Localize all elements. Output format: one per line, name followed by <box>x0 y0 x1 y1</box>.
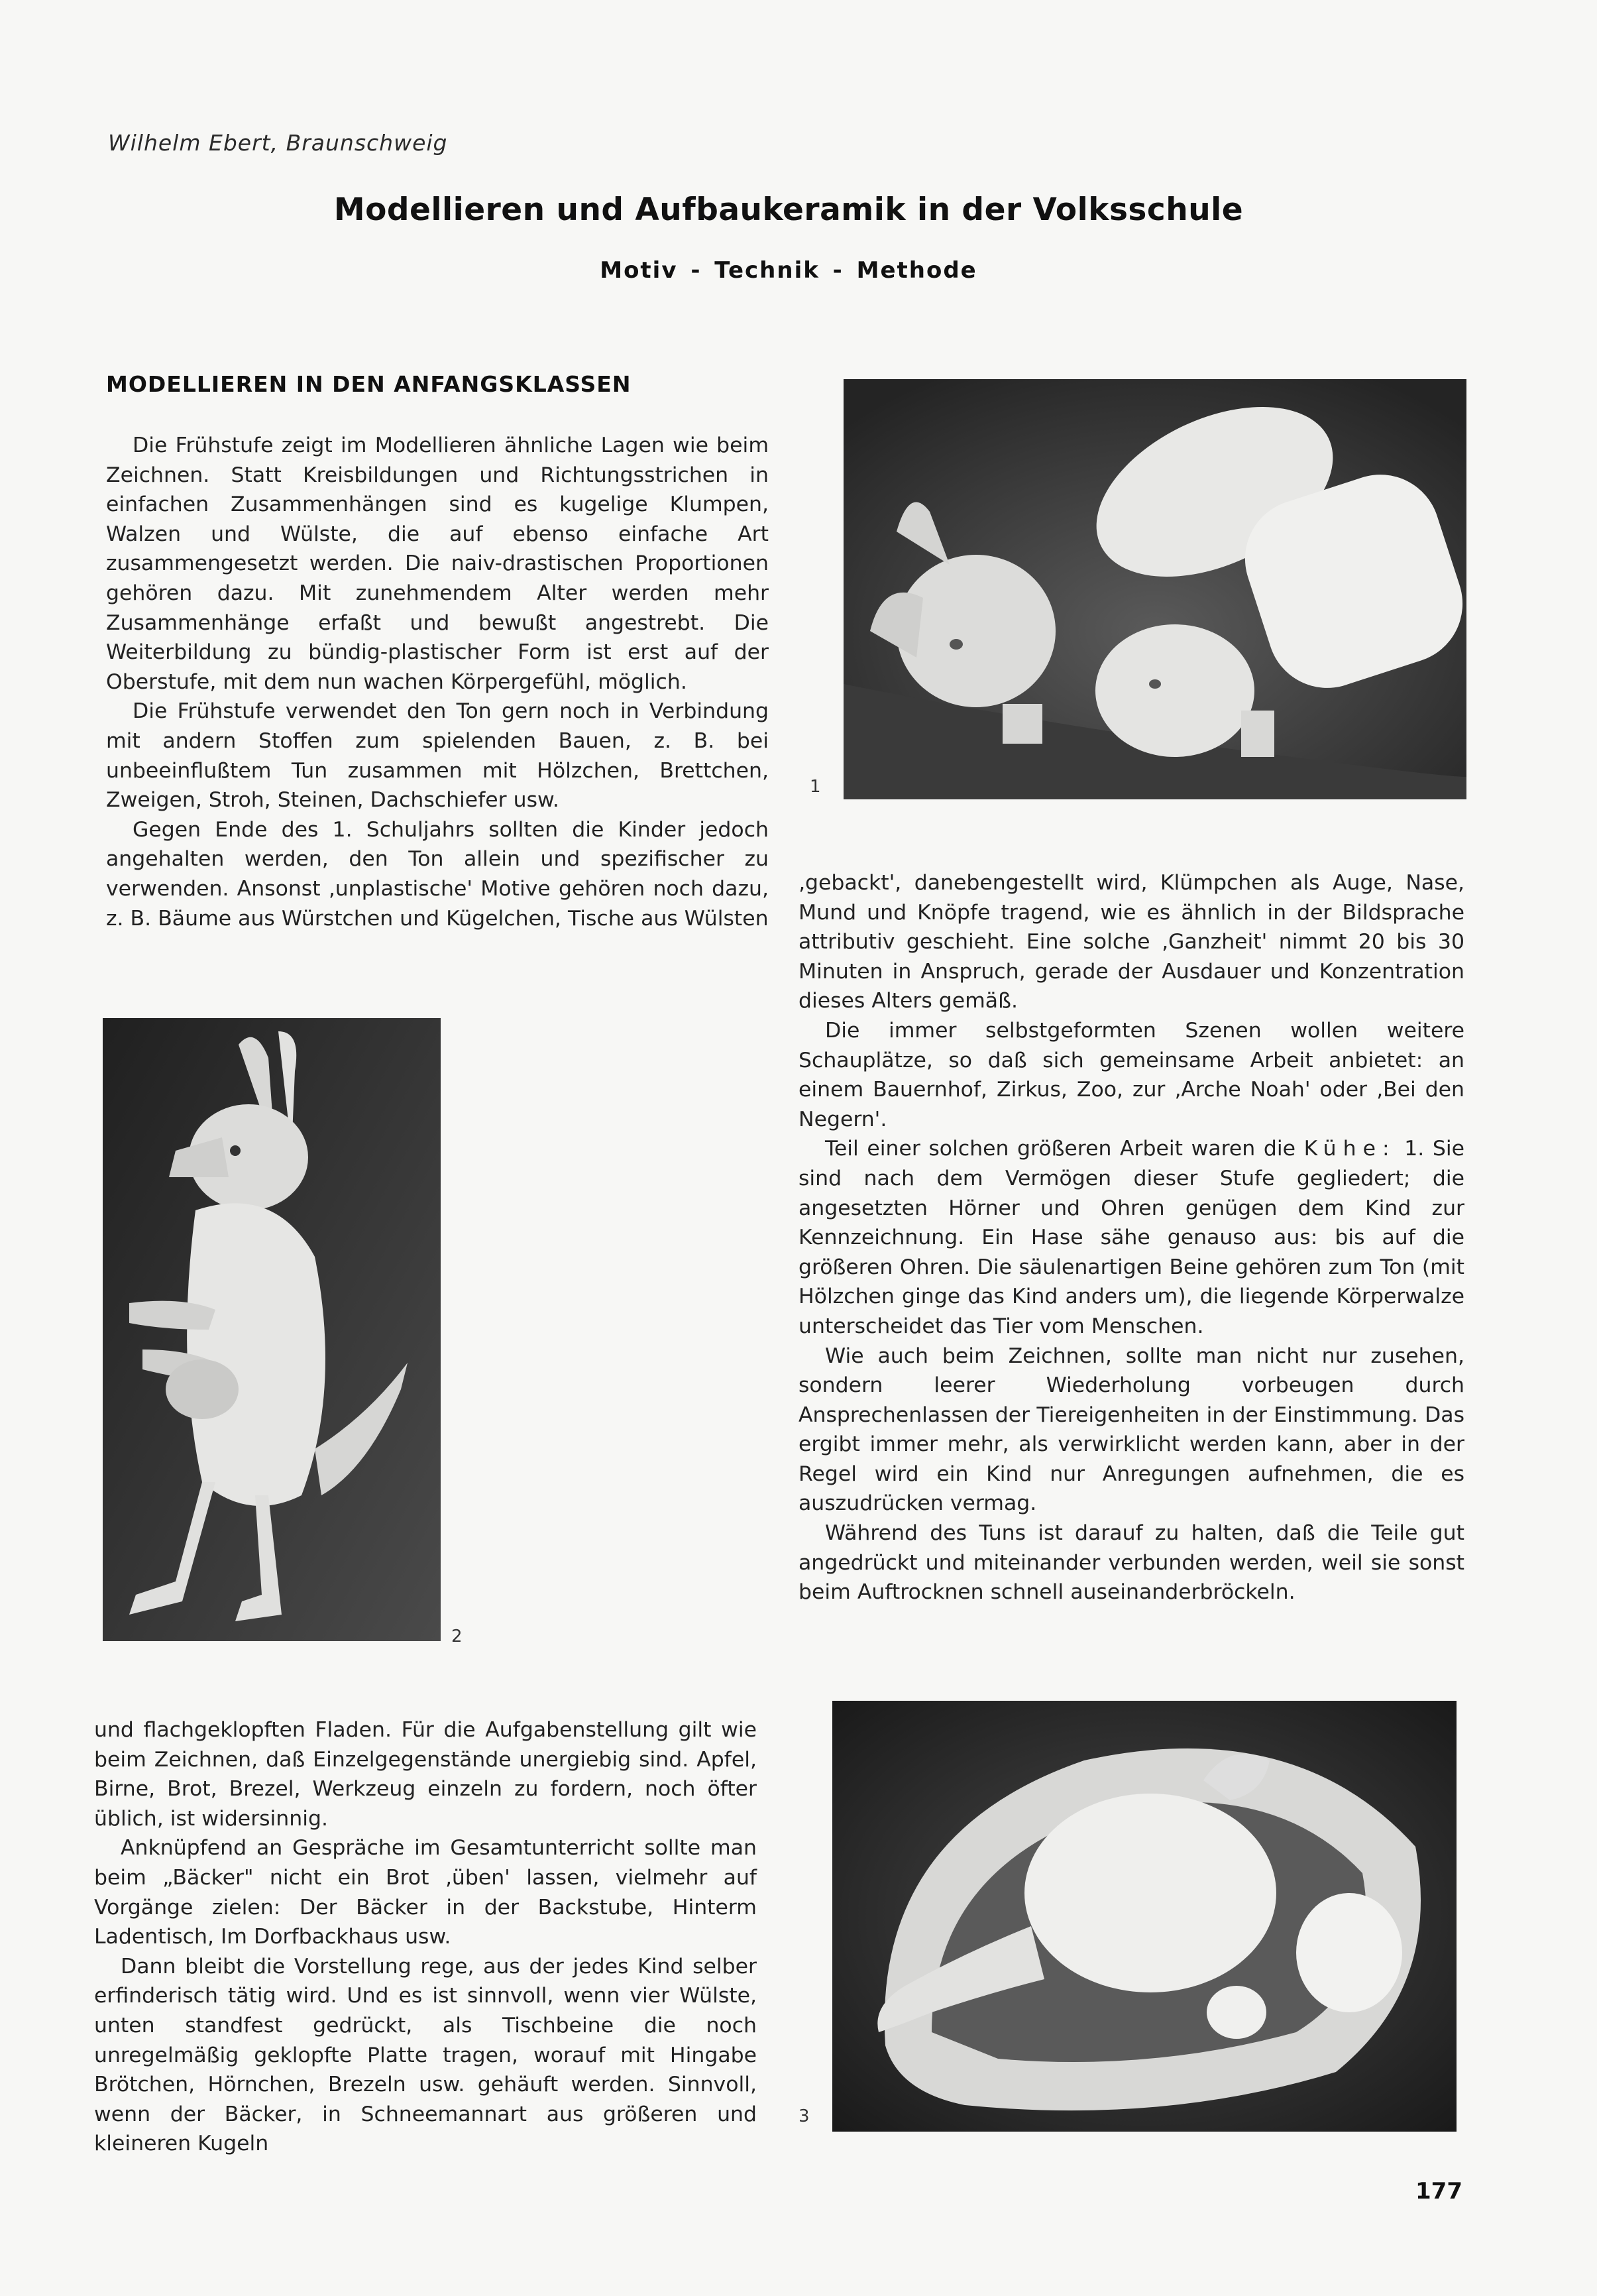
paragraph: Während des Tuns ist darauf zu halten, daß die Teile gut angedrückt und miteinander verbunden werden, weil sie sonst beim Auftrocknen schnell auseinanderbröckeln. <box>798 1521 1464 1605</box>
figure-number-2: 2 <box>451 1627 463 1646</box>
section-heading: MODELLIEREN IN DEN ANFANGSKLASSEN <box>106 371 632 397</box>
photo-clay-lying-animal <box>832 1701 1457 2132</box>
paragraph: Die immer selbstgeformten Szenen wollen weitere Schauplätze, so daß sich gemeinsame Arbeit anbietet: an einem Bauernhof, Zirkus, Zoo, zur ‚Arche Noah' oder ‚Bei den Negern'. <box>798 1018 1464 1131</box>
paragraph: Die Frühstufe verwendet den Ton gern noch in Verbindung mit andern Stoffen zum spielenden Bauen, z. B. bei unbeeinflußtem Tun zusammen mit Hölzchen, Brettchen, Zweigen, Stroh, Steinen, Dachschiefer usw. <box>106 699 769 813</box>
paragraph: Anknüpfend an Gespräche im Gesamtunterricht sollte man beim „Bäcker" nicht ein Brot ‚üben' lassen, vielmehr auf Vorgänge zielen: Der Bäcker in der Backstube, Hinterm Ladentisch, Im Dorfbackhaus usw. <box>94 1836 757 1949</box>
paragraph: und flachgeklopften Fladen. Für die Aufgabenstellung gilt wie beim Zeichnen, daß Einzelgegenstände unergiebig sind. Apfel, Birne, Brot, Brezel, Werkzeug einzeln zu fordern, noch öfter üblich, ist widersinnig. <box>94 1718 757 1831</box>
paragraph: Die Frühstufe zeigt im Modellieren ähnliche Lagen wie beim Zeichnen. Statt Kreisbildungen und Richtungsstrichen in einfachen Zusammenhängen sind es kugelige Klumpen, Walzen und Wülste, die auf ebenso einfache Art zusammengesetzt werden. Die naiv-drastischen Proportionen gehören dazu. Mit zunehmendem Alter werden mehr Zusammenhänge erfaßt und bewußt angestrebt. Die Weiterbildung zu bündig-plastischer Form ist erst auf der Oberstufe, mit dem nun wachen Körpergefühl, möglich. <box>106 433 769 694</box>
text-column-right <box>798 868 1464 1607</box>
article-title: Modellieren und Aufbaukeramik in der Volksschule <box>333 192 1244 228</box>
emphasis-text: Kühe: <box>1303 1137 1396 1161</box>
paragraph: Wie auch beim Zeichnen, sollte man nicht nur zusehen, sondern leerer Wiederholung vorbeugen durch Ansprechenlassen der Tiereigenheiten in der Einstimmung. Das ergibt immer mehr, als verwirklicht werden kann, aber in der Regel wird ein Kind nur Anregungen aufnehmen, die es auszudrücken vermag. <box>798 1344 1464 1516</box>
text-span: 1. Sie sind nach dem Vermögen dieser Stufe gegliedert; die angesetzten Hörner und Ohren genügen dem Kind zur Kennzeichnung. Ein Hase sähe genauso aus: bis auf die größeren Ohren. Die säulenartigen Beine gehören zum Ton (mit Hölzchen ginge das Kind anders um), die liegende Körperwalze unterscheidet das Tier vom Menschen. <box>798 1137 1464 1338</box>
text-column-left-bottom <box>94 1715 757 2159</box>
paragraph: Gegen Ende des 1. Schuljahrs sollten die Kinder jedoch angehalten werden, den Ton allein und spezifischer zu verwenden. Ansonst ‚unplastische' Motive gehören noch dazu, z. B. Bäume aus Würstchen und Kügelchen, Tische aus Wülsten <box>106 817 769 931</box>
text-span: Teil einer solchen größeren Arbeit waren die <box>825 1137 1295 1161</box>
text-column-left-top <box>106 431 769 933</box>
paragraph: Dann bleibt die Vorstellung rege, aus der jedes Kind selber erfinderisch tätig wird. Und es ist sinnvoll, wenn vier Wülste, unten standfest gedrückt, als Tischbeine die noch unregelmäßig geklopfte Platte tragen, worauf mit Hingabe Brötchen, Hörnchen, Brezeln usw. gehäuft werden. Sinnvoll, wenn der Bäcker, in Schneemannart aus größeren und kleineren Kugeln <box>94 1954 757 2156</box>
page-number: 177 <box>1415 2178 1462 2205</box>
author-line: Wilhelm Ebert, Braunschweig <box>108 130 448 156</box>
figure-number-1: 1 <box>810 777 821 797</box>
article-subtitle: Motiv - Technik - Methode <box>600 257 977 284</box>
paragraph: ‚gebackt', danebengestellt wird, Klümpchen als Auge, Nase, Mund und Knöpfe tragend, wie es ähnlich in der Bildsprache attributiv geschieht. Eine solche ‚Ganzheit' nimmt 20 bis 30 Minuten in Anspruch, gerade der Ausdauer und Konzentration dieses Alters gemäß. <box>798 871 1464 1013</box>
photo-clay-cows <box>844 379 1466 799</box>
figure-number-3: 3 <box>798 2106 810 2126</box>
photo-clay-kangaroo <box>103 1018 441 1641</box>
paragraph <box>798 1134 1464 1341</box>
